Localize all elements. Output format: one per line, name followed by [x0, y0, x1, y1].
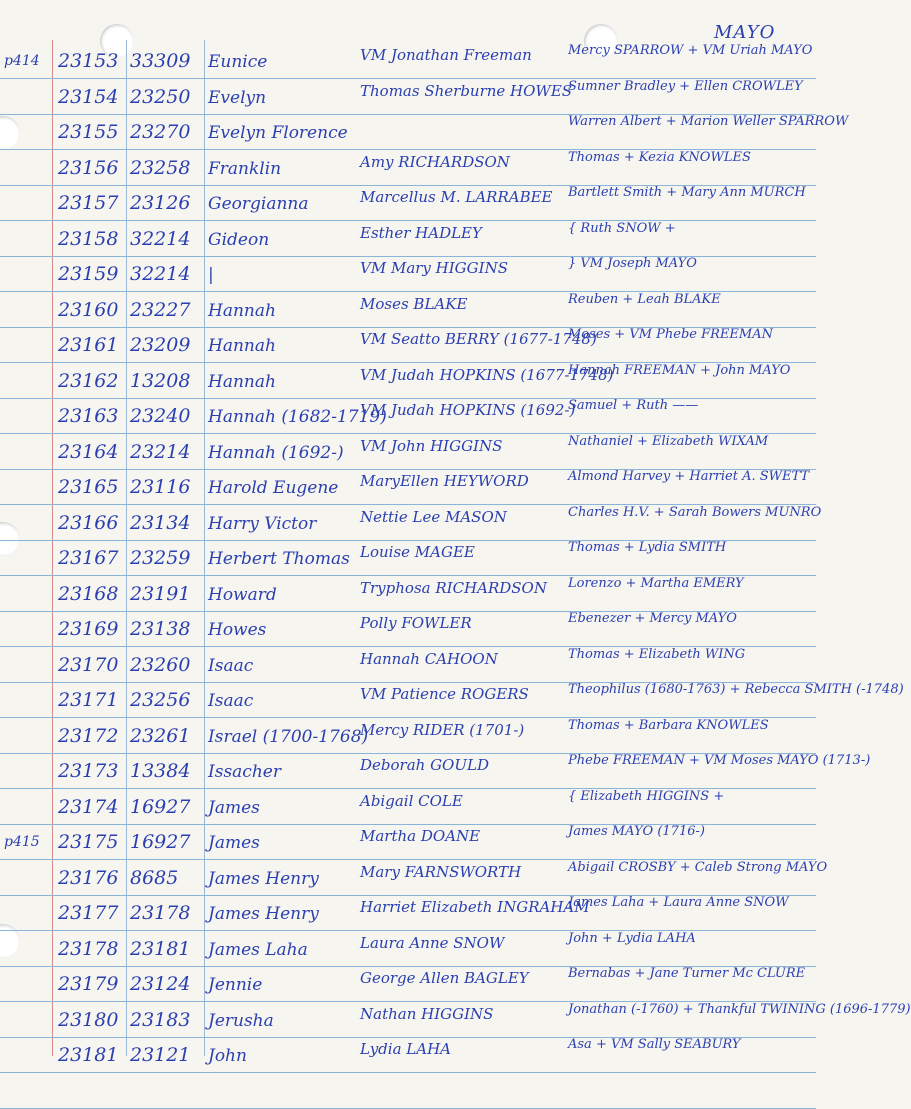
given-name: James [208, 833, 260, 853]
record-number: 23159 [58, 263, 119, 285]
parents-names: Thomas + Barbara KNOWLES [568, 717, 769, 733]
given-name: Franklin [208, 158, 282, 179]
table-row [0, 293, 816, 327]
spouse-name: VM Mary HIGGINS [360, 259, 508, 277]
spouse-name: VM Seatto BERRY (1677-1748) [360, 330, 597, 348]
table-row [0, 435, 816, 469]
parents-names: } VM Joseph MAYO [568, 256, 697, 271]
table-row [0, 44, 816, 78]
given-name: Isaac [208, 691, 254, 711]
reference-number: 32214 [130, 263, 191, 285]
record-number: 23179 [58, 973, 119, 995]
spouse-name: Moses BLAKE [360, 294, 468, 313]
reference-number: 8685 [130, 866, 179, 889]
table-row [0, 222, 816, 256]
parents-names: Mercy SPARROW + VM Uriah MAYO [568, 43, 813, 58]
given-name: Jerusha [208, 1010, 274, 1031]
spouse-name: Harriet Elizabeth INGRAHAM [360, 898, 590, 916]
given-name: Isaac [208, 655, 254, 676]
table-row [0, 364, 816, 398]
reference-number: 23124 [130, 973, 191, 995]
record-number: 23172 [58, 724, 119, 747]
table-row [0, 577, 816, 611]
table-row [0, 1001, 911, 1037]
record-number: 23178 [58, 937, 119, 960]
record-number: 23175 [58, 831, 119, 853]
table-row [0, 612, 816, 646]
surname-heading: MAYO [714, 22, 776, 43]
given-name: | [208, 265, 214, 285]
parents-names: Sumner Bradley + Ellen CROWLEY [568, 78, 803, 94]
reference-number: 23270 [130, 121, 191, 143]
table-row [0, 967, 816, 1001]
record-number: 23161 [58, 334, 119, 356]
spouse-name: Marcellus M. LARRABEE [360, 188, 553, 206]
record-number: 23174 [58, 795, 119, 818]
table-row [0, 504, 822, 540]
table-row [0, 328, 816, 362]
table-row [0, 470, 816, 504]
reference-number: 23261 [130, 724, 191, 747]
given-name: Jennie [208, 975, 263, 995]
reference-number: 32214 [130, 227, 191, 250]
given-name: Georgianna [208, 194, 309, 214]
parents-names: Hannah FREEMAN + John MAYO [568, 362, 791, 378]
table-row [0, 151, 816, 185]
parents-names: Theophilus (1680-1763) + Rebecca SMITH (-1748) [568, 682, 904, 697]
parents-names: John + Lydia LAHA [568, 930, 696, 946]
given-name: Hannah [208, 300, 276, 321]
table-row [0, 114, 849, 149]
parents-names: { Ruth SNOW + [568, 220, 676, 236]
spouse-name: Nettie Lee MASON [360, 507, 507, 526]
record-number: 23157 [58, 192, 119, 214]
table-row [0, 932, 816, 966]
spouse-name: George Allen BAGLEY [360, 969, 529, 987]
reference-number: 23240 [130, 405, 191, 427]
reference-number: 16927 [130, 795, 191, 818]
parents-names: Warren Albert + Marion Weller SPARROW [568, 114, 849, 129]
spouse-name: Deborah GOULD [360, 756, 489, 774]
table-row [0, 753, 871, 788]
reference-number: 23181 [130, 937, 191, 960]
table-row [0, 825, 816, 859]
reference-number: 23116 [130, 476, 191, 498]
record-number: 23181 [58, 1044, 119, 1066]
page-reference: p415 [4, 834, 40, 850]
given-name: Hannah [208, 336, 276, 356]
record-number: 23155 [58, 121, 119, 143]
reference-number: 23121 [130, 1044, 191, 1066]
spouse-name: Nathan HIGGINS [360, 1004, 494, 1023]
reference-number: 13208 [130, 369, 191, 392]
parents-names: Samuel + Ruth —— [568, 398, 699, 413]
reference-number: 33309 [130, 50, 191, 72]
spouse-name: Abigail COLE [360, 791, 463, 810]
reference-number: 23209 [130, 334, 191, 356]
table-row [0, 719, 816, 753]
reference-number: 23260 [130, 653, 191, 676]
given-name: Herbert Thomas [208, 549, 350, 569]
parents-names: James MAYO (1716-) [568, 824, 705, 839]
page-reference: p414 [4, 53, 40, 69]
record-number: 23158 [58, 227, 119, 250]
spouse-name: Polly FOWLER [360, 614, 472, 632]
spouse-name: Amy RICHARDSON [360, 152, 510, 171]
reference-number: 23250 [130, 85, 191, 108]
given-name: Gideon [208, 229, 270, 250]
reference-number: 23227 [130, 298, 191, 321]
table-row [0, 257, 816, 291]
given-name: Evelyn [208, 87, 267, 108]
given-name: James Henry [208, 904, 319, 924]
ruled-line [0, 1072, 816, 1073]
parents-names: Bartlett Smith + Mary Ann MURCH [568, 185, 806, 200]
spouse-name: MaryEllen HEYWORD [360, 472, 529, 490]
spouse-name: Thomas Sherburne HOWES [360, 81, 573, 100]
parents-names: Thomas + Lydia SMITH [568, 540, 727, 555]
parents-names: Almond Harvey + Harriet A. SWETT [568, 469, 810, 484]
reference-number: 23256 [130, 689, 191, 711]
given-name: Eunice [208, 52, 268, 72]
parents-names: Asa + VM Sally SEABURY [568, 1037, 741, 1052]
given-name: Israel (1700-1768) [208, 726, 369, 747]
spouse-name: Laura Anne SNOW [360, 933, 505, 952]
spouse-name: Martha DOANE [360, 827, 481, 845]
reference-number: 13384 [130, 760, 191, 782]
record-number: 23173 [58, 760, 119, 782]
parents-names: Moses + VM Phebe FREEMAN [568, 327, 773, 342]
spouse-name: Lydia LAHA [360, 1040, 451, 1058]
given-name: Harry Victor [208, 513, 317, 534]
reference-number: 23258 [130, 156, 191, 179]
record-number: 23169 [58, 618, 119, 640]
spouse-name: VM Patience ROGERS [360, 685, 529, 703]
record-number: 23167 [58, 547, 119, 569]
record-number: 23162 [58, 369, 119, 392]
ruled-line [0, 1108, 816, 1109]
parents-names: Jonathan (-1760) + Thankful TWINING (1696-1779) [568, 1001, 911, 1017]
table-row [0, 648, 816, 682]
parents-names: Ebenezer + Mercy MAYO [568, 611, 737, 626]
given-name: Howard [208, 584, 277, 605]
parents-names: Reuben + Leah BLAKE [568, 291, 721, 307]
parents-names: Thomas + Kezia KNOWLES [568, 149, 751, 165]
spouse-name: VM Judah HOPKINS (1677-1748) [360, 365, 614, 384]
table-row [0, 541, 816, 575]
parents-names: Phebe FREEMAN + VM Moses MAYO (1713-) [568, 753, 871, 768]
spouse-name: Louise MAGEE [360, 543, 475, 561]
spouse-name: Hannah CAHOON [360, 649, 498, 668]
spouse-name: Tryphosa RICHARDSON [360, 578, 547, 597]
reference-number: 23138 [130, 618, 191, 640]
reference-number: 23126 [130, 192, 191, 214]
parents-names: Bernabas + Jane Turner Mc CLURE [568, 966, 806, 981]
parents-names: Nathaniel + Elizabeth WIXAM [568, 433, 769, 449]
parents-names: Lorenzo + Martha EMERY [568, 575, 744, 591]
spouse-name: Mercy RIDER (1701-) [360, 720, 525, 739]
given-name: James Laha [208, 939, 308, 960]
parents-names: { Elizabeth HIGGINS + [568, 788, 725, 804]
reference-number: 23134 [130, 511, 191, 534]
reference-number: 23191 [130, 582, 191, 605]
given-name: Harold Eugene [208, 478, 339, 498]
reference-number: 23183 [130, 1008, 191, 1031]
given-name: Hannah (1682-1719) [208, 407, 387, 427]
given-name: Issacher [208, 762, 281, 782]
record-number: 23168 [58, 582, 119, 605]
table-row [0, 80, 816, 114]
spouse-name: VM John HIGGINS [360, 436, 503, 455]
record-number: 23165 [58, 476, 119, 498]
reference-number: 16927 [130, 831, 191, 853]
table-row [0, 790, 816, 824]
given-name: Hannah [208, 371, 276, 392]
reference-number: 23214 [130, 440, 191, 463]
parents-names: Abigail CROSBY + Caleb Strong MAYO [568, 859, 828, 875]
given-name: John [208, 1046, 247, 1066]
spouse-name: Mary FARNSWORTH [360, 862, 522, 881]
table-row [0, 186, 816, 220]
given-name: Howes [208, 620, 267, 640]
record-number: 23171 [58, 689, 119, 711]
reference-number: 23178 [130, 902, 191, 924]
record-number: 23170 [58, 653, 119, 676]
given-name: James [208, 797, 260, 818]
record-number: 23156 [58, 156, 119, 179]
record-number: 23160 [58, 298, 119, 321]
given-name: Hannah (1692-) [208, 442, 344, 463]
spouse-name: VM Judah HOPKINS (1692-) [360, 401, 576, 419]
table-row [0, 399, 816, 433]
reference-number: 23259 [130, 547, 191, 569]
parents-names: Charles H.V. + Sarah Bowers MUNRO [568, 504, 822, 520]
table-row [0, 896, 816, 930]
spouse-name: Esther HADLEY [360, 223, 482, 242]
table-row [0, 1038, 816, 1072]
record-number: 23180 [58, 1008, 119, 1031]
record-number: 23154 [58, 85, 119, 108]
record-number: 23164 [58, 440, 119, 463]
record-number: 23163 [58, 405, 119, 427]
record-number: 23166 [58, 511, 119, 534]
spouse-name: VM Jonathan Freeman [360, 46, 532, 64]
given-name: James Henry [208, 868, 319, 889]
parents-names: Thomas + Elizabeth WING [568, 646, 746, 662]
given-name: Evelyn Florence [208, 123, 348, 143]
record-number: 23176 [58, 866, 119, 889]
record-number: 23177 [58, 902, 119, 924]
record-number: 23153 [58, 50, 119, 72]
table-row [0, 682, 904, 717]
table-row [0, 859, 828, 895]
parents-names: James Laha + Laura Anne SNOW [568, 895, 789, 910]
